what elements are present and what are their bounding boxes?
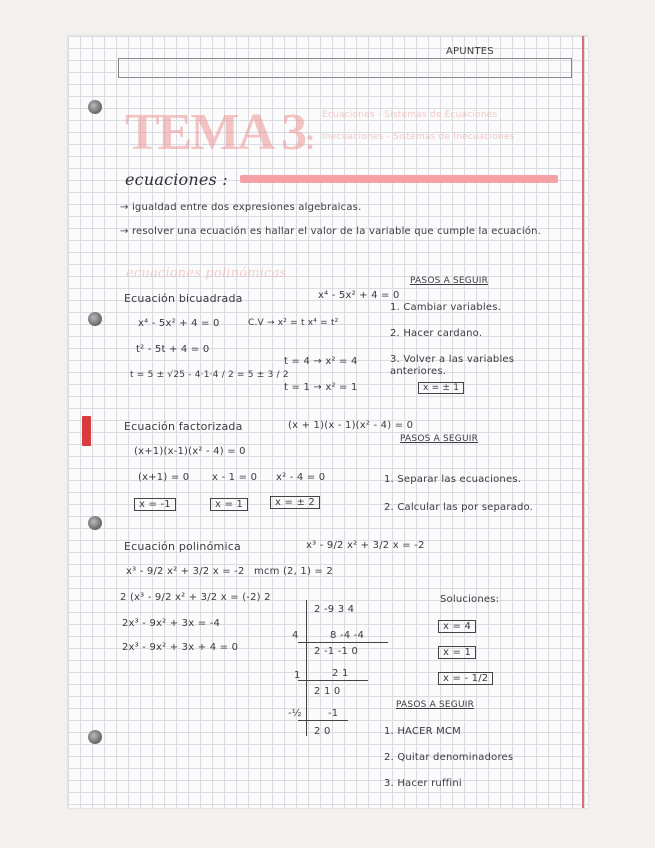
ruffini-divisor: -½ xyxy=(288,708,302,719)
result-box: x = 1 xyxy=(438,646,476,659)
step-item: 3. Volver a las variables anteriores. xyxy=(390,354,515,377)
bullet-text: → igualdad entre dos expresiones algebraicas. xyxy=(120,202,362,213)
page-title: TEMA 3: xyxy=(125,104,314,161)
equation: x³ - 9/2 x² + 3/2 x = -2 xyxy=(306,540,425,551)
result-box: x = ± 1 xyxy=(418,382,464,394)
ruffini-vertical-rule xyxy=(306,600,307,736)
ruffini-row: 2 1 xyxy=(332,668,349,679)
section-label: Ecuación bicuadrada xyxy=(124,292,243,305)
step-item: 1. Separar las ecuaciones. xyxy=(384,474,522,485)
ruffini-divisor: 4 xyxy=(292,630,299,641)
equation: 2x³ - 9x² + 3x + 4 = 0 xyxy=(122,642,239,653)
section-heading: ecuaciones : xyxy=(125,170,228,189)
equation: x - 1 = 0 xyxy=(212,472,258,483)
equation: 2x³ - 9x² + 3x = -4 xyxy=(122,618,221,629)
solutions-title: Soluciones: xyxy=(440,594,500,605)
steps-title: PASOS A SEGUIR xyxy=(400,434,479,444)
equation: t = 5 ± √25 - 4·1·4 / 2 = 5 ± 3 / 2 xyxy=(130,370,289,380)
ruffini-row: 2 -9 3 4 xyxy=(314,604,355,615)
margin-line xyxy=(582,36,584,808)
ruffini-row: 2 1 0 xyxy=(314,686,341,697)
bullet-text: → resolver una ecuación es hallar el valor de la variable que cumple la ecuación. xyxy=(120,226,542,237)
steps-title: PASOS A SEGUIR xyxy=(410,276,489,286)
faded-heading: ecuaciones polinómicas xyxy=(126,266,287,281)
ruffini-row: 2 -1 -1 0 xyxy=(314,646,359,657)
equation: t = 1 → x² = 1 xyxy=(284,382,358,393)
step-item: 2. Calcular las por separado. xyxy=(384,502,534,513)
equation: C.V → x² = t x⁴ = t² xyxy=(248,318,339,328)
equation: x⁴ - 5x² + 4 = 0 xyxy=(318,290,400,301)
equation: (x + 1)(x - 1)(x² - 4) = 0 xyxy=(288,420,414,431)
equation: t² - 5t + 4 = 0 xyxy=(136,344,210,355)
ruffini-rule xyxy=(298,720,348,721)
ruffini-divisor: 1 xyxy=(294,670,301,681)
binder-hole xyxy=(88,100,102,114)
result-box: x = ± 2 xyxy=(270,496,320,509)
ruffini-rule xyxy=(298,680,368,681)
step-item: 1. Cambiar variables. xyxy=(390,302,502,313)
section-label: Ecuación polinómica xyxy=(124,540,241,553)
steps-title: PASOS A SEGUIR xyxy=(396,700,475,710)
equation: (x+1)(x-1)(x² - 4) = 0 xyxy=(134,446,246,457)
step-item: 1. HACER MCM xyxy=(384,726,461,737)
step-item: 2. Hacer cardano. xyxy=(390,328,483,339)
equation: x² - 4 = 0 xyxy=(276,472,326,483)
step-item: 2. Quitar denominadores xyxy=(384,752,514,763)
result-box: x = -1 xyxy=(134,498,176,511)
ruffini-row: 8 -4 -4 xyxy=(330,630,365,641)
step-item: 3. Hacer ruffini xyxy=(384,778,462,789)
equation: (x+1) = 0 xyxy=(138,472,190,483)
ruffini-row: -1 xyxy=(328,708,339,719)
highlight-bar xyxy=(240,175,558,183)
result-box: x = - 1/2 xyxy=(438,672,493,685)
header-field xyxy=(118,58,572,78)
ruffini-rule xyxy=(298,642,388,643)
title-subtitle: Inecuaciones - Sistemas de Inecuaciones xyxy=(322,132,515,142)
equation: x³ - 9/2 x² + 3/2 x = -2 xyxy=(126,566,245,577)
binder-hole xyxy=(88,730,102,744)
section-label: Ecuación factorizada xyxy=(124,420,243,433)
binder-hole xyxy=(88,516,102,530)
header-label: APUNTES xyxy=(446,46,494,57)
result-box: x = 1 xyxy=(210,498,248,511)
result-box: x = 4 xyxy=(438,620,476,633)
equation: x⁴ - 5x² + 4 = 0 xyxy=(138,318,220,329)
binder-hole xyxy=(88,312,102,326)
equation: 2 (x³ - 9/2 x² + 3/2 x = (-2) 2 xyxy=(120,592,271,603)
ruffini-row: 2 0 xyxy=(314,726,331,737)
title-subtitle: Ecuaciones - Sistemas de Ecuaciones xyxy=(322,110,498,120)
equation: mcm (2, 1) = 2 xyxy=(254,566,333,577)
page-tab xyxy=(82,416,91,446)
equation: t = 4 → x² = 4 xyxy=(284,356,358,367)
